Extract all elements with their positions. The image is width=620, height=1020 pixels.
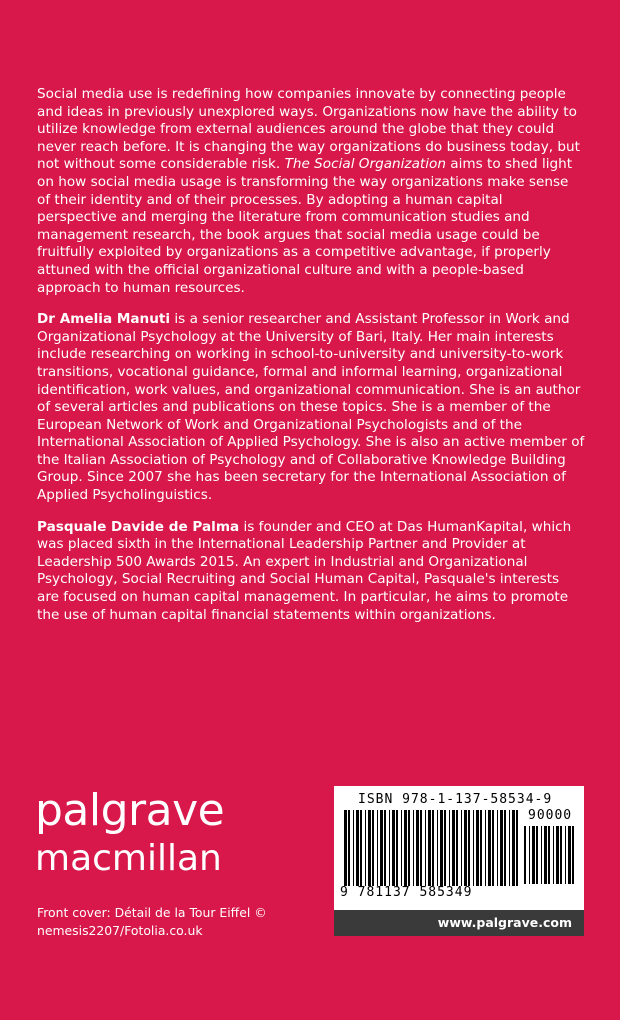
barcode-bar — [473, 810, 474, 886]
barcode-bar — [556, 826, 559, 884]
barcode-bar — [548, 826, 550, 884]
barcode-bar — [524, 826, 526, 884]
author-bio-text-manuti: is a senior researcher and Assistant Professor in Work and Organizational Psychology at the University of Bari, Italy. Her main interests include researching on working in school-to-university and university-to-work transitions, vocational guidance, formal and informal learning, organizational identification, work values, and organizational communication. She is an author of several articles and publications on these topics. She is a member of the European Network of Work and Organizational Psychologists and of the International Association of Applied Psychology. She is also an active member of the Italian Association of Psychology and of Collaborative Knowledge Building Group. Since 2007 she has been secretary for the International Association of Applied Psycholinguistics. — [37, 311, 585, 504]
barcode-bar — [380, 810, 383, 886]
barcode-bar — [565, 826, 566, 884]
price-barcode-bars — [524, 826, 576, 884]
barcode-bar — [541, 826, 542, 884]
barcode-bar — [468, 810, 470, 886]
author-name-manuti: Dr Amelia Manuti — [37, 311, 171, 328]
barcode-bar — [365, 810, 366, 886]
barcode-bar — [404, 810, 407, 886]
barcode-bar — [504, 810, 506, 886]
barcode-bar — [389, 810, 390, 886]
barcode-bar — [408, 810, 410, 886]
barcode-bar — [568, 826, 571, 884]
credit-line-2: nemesis2207/Fotolia.co.uk — [37, 923, 203, 938]
barcode-bar — [360, 810, 362, 886]
barcode-bar — [348, 810, 350, 886]
author-bio-manuti — [37, 311, 585, 505]
back-cover-blurb — [37, 86, 585, 638]
barcode-bar — [480, 810, 482, 886]
barcode-bar — [440, 810, 443, 886]
credit-line-1: Front cover: Détail de la Tour Eiffel © — [37, 905, 267, 920]
price-code: 90000 — [528, 808, 573, 823]
barcode-bar — [449, 810, 450, 886]
barcode-bar — [377, 810, 378, 886]
barcode-bar — [532, 826, 535, 884]
barcode-bar — [353, 810, 354, 886]
barcode-bar — [372, 810, 374, 886]
barcode-bar — [396, 810, 398, 886]
barcode-bar — [444, 810, 446, 886]
barcode-bar — [536, 826, 538, 884]
barcode-bar — [497, 810, 498, 886]
description-text-a: Social media use is redefining how companies innovate by connecting people and ideas in previously unexplored ways. Organizations now have the ability to utilize knowledge from external audiences around the globe that they could never reach before. It is changing the way organizations do business today, but not without some considerable risk. — [37, 86, 580, 173]
barcode-bar — [461, 810, 462, 886]
barcode-bar — [572, 826, 574, 884]
logo-line-macmillan: macmillan — [35, 838, 222, 879]
barcode-bar — [416, 810, 419, 886]
barcode-bar — [452, 810, 455, 886]
barcode-bar — [437, 810, 438, 886]
barcode-bar — [401, 810, 402, 886]
book-title: The Social Organization — [284, 156, 446, 173]
barcode-bar — [492, 810, 494, 886]
barcode-bar — [485, 810, 486, 886]
barcode-bar — [413, 810, 414, 886]
barcode-bar — [529, 826, 530, 884]
barcode-bars — [344, 810, 520, 886]
logo-line-palgrave: palgrave — [35, 785, 225, 836]
barcode-bar — [516, 810, 518, 886]
description-paragraph — [37, 86, 585, 297]
author-bio-depalma — [37, 519, 585, 625]
barcode-bar — [428, 810, 431, 886]
barcode-bar — [368, 810, 371, 886]
barcode-bar — [464, 810, 467, 886]
barcode-bar — [512, 810, 515, 886]
barcode-bar — [488, 810, 491, 886]
barcode-bar — [544, 826, 547, 884]
barcode-bar — [476, 810, 479, 886]
isbn-label: ISBN 978-1-137-58534-9 — [358, 792, 553, 807]
author-name-depalma: Pasquale Davide de Palma — [37, 518, 240, 535]
description-text-b: aims to shed light on how social media usage is transforming the way organizations make sense of their identity and of their processes. By adopting a human capital perspective and merging the literature from communication studies and management research, the book argues that social media usage could be fruitfully exploited by organizations as a competitive advantage, if properly attuned with the official organizational culture and with a people-based approach to human resources. — [37, 156, 573, 296]
barcode-bar — [500, 810, 503, 886]
barcode-bar — [420, 810, 422, 886]
barcode-bar — [432, 810, 434, 886]
barcode-bar — [553, 826, 554, 884]
barcode-bar — [384, 810, 386, 886]
barcode-bar — [425, 810, 426, 886]
barcode-bar — [456, 810, 458, 886]
barcode-bar — [509, 810, 510, 886]
cover-credit — [37, 904, 317, 940]
barcode-bar — [344, 810, 347, 886]
website-strip: www.palgrave.com — [334, 910, 584, 936]
barcode-box — [334, 786, 584, 936]
isbn-digits: 9 781137 585349 — [340, 885, 473, 900]
barcode-bar — [356, 810, 359, 886]
publisher-logo — [35, 786, 224, 880]
barcode-bar — [560, 826, 562, 884]
barcode-bar — [392, 810, 395, 886]
author-bio-text-depalma: is founder and CEO at Das HumanKapital, which was placed sixth in the International Leadership Partner and Provider at Leadership 500 Awards 2015. An expert in Industrial and Organizational Psychology, Social Recruiting and Social Human Capital, Pasquale's interests are focused on human capital management. In particular, he aims to promote the use of human capital financial statements within organizations. — [37, 518, 572, 623]
